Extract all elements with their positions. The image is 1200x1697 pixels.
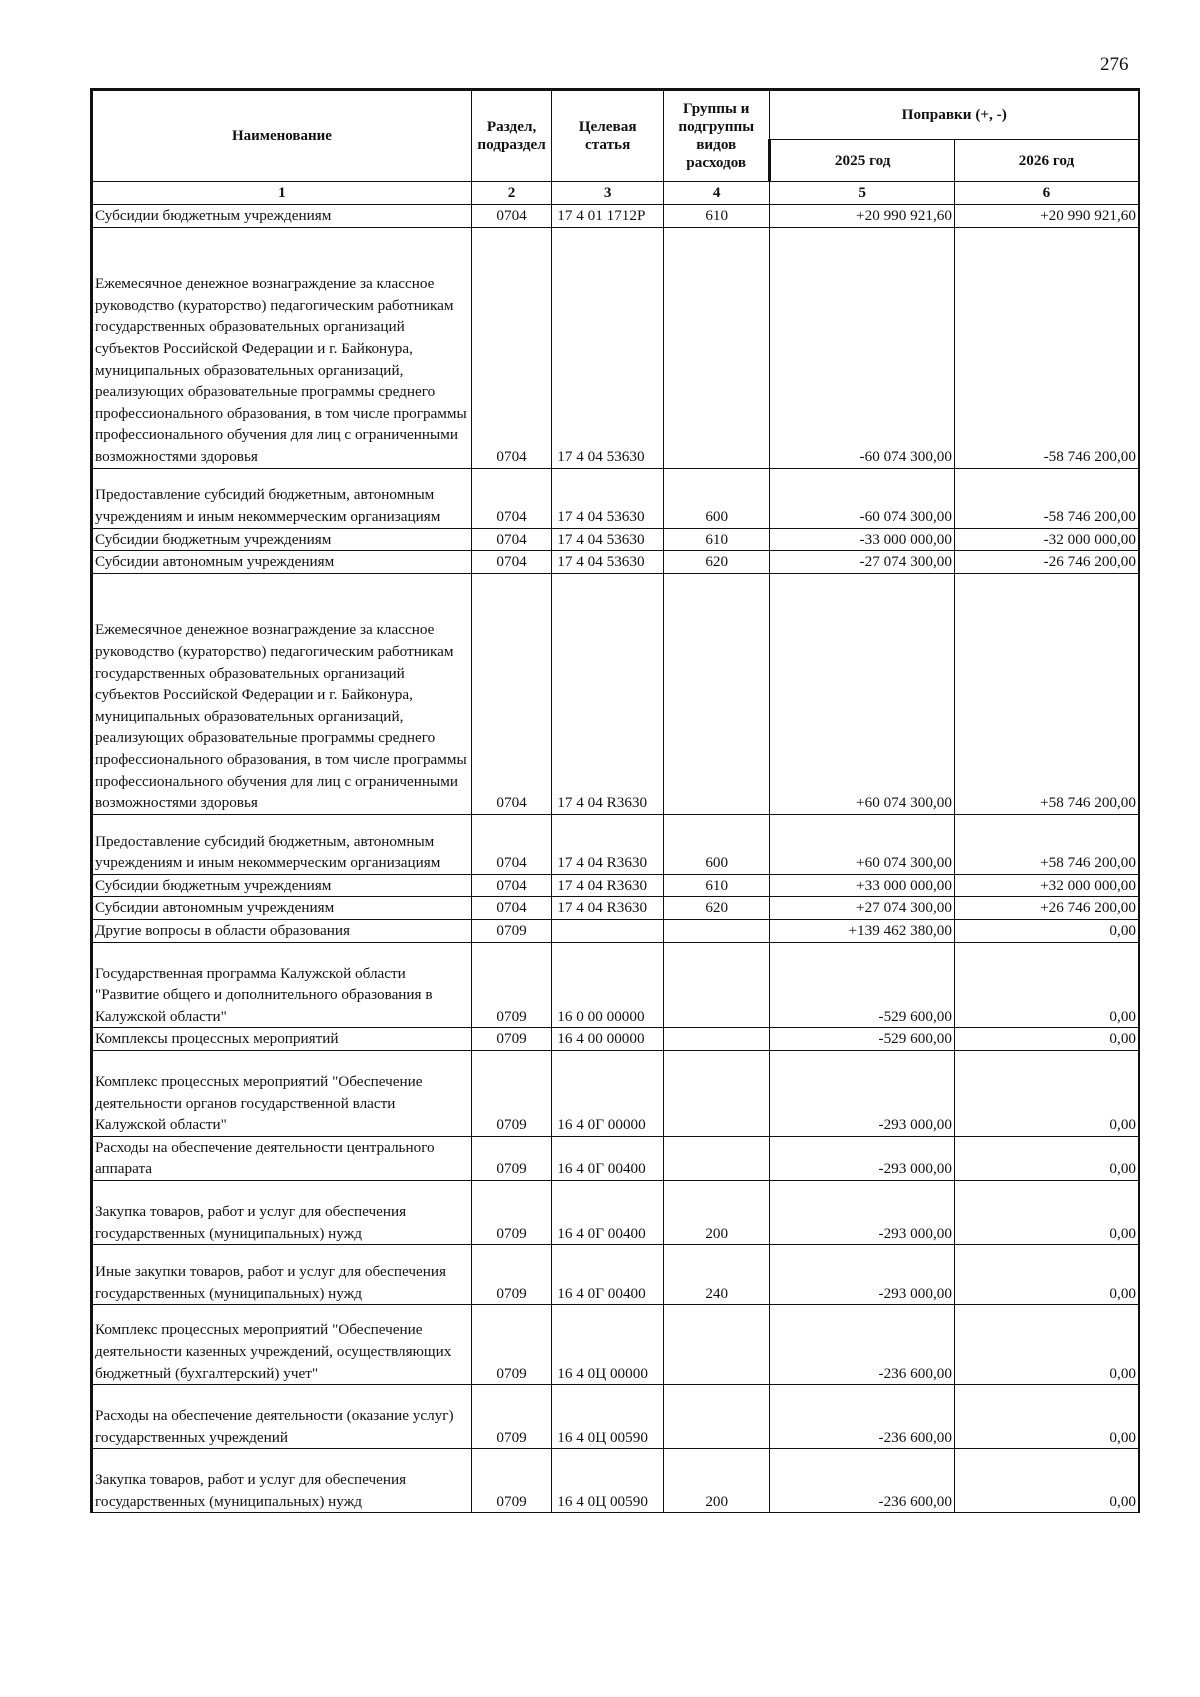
row-group: 200	[664, 1180, 770, 1244]
row-amount-2025: +20 990 921,60	[770, 205, 955, 228]
row-group	[664, 1385, 770, 1449]
table-row	[92, 942, 1140, 1028]
row-name: Расходы на обеспечение деятельности (оказание услуг) государственных учреждений	[92, 1385, 472, 1449]
row-section: 0704	[471, 814, 551, 874]
row-section: 0709	[471, 1245, 551, 1305]
row-name: Расходы на обеспечение деятельности центрального аппарата	[92, 1136, 472, 1180]
table-row	[92, 1305, 1140, 1385]
row-amount-2025: -27 074 300,00	[770, 551, 955, 574]
row-section: 0709	[471, 1180, 551, 1244]
row-amount-2026: +26 746 200,00	[954, 897, 1139, 920]
row-amount-2025: -293 000,00	[770, 1180, 955, 1244]
table-row	[92, 1245, 1140, 1305]
row-name: Субсидии бюджетным учреждениям	[92, 205, 472, 228]
row-section: 0709	[471, 919, 551, 942]
table-row	[92, 1136, 1140, 1180]
row-section: 0709	[471, 942, 551, 1028]
row-amount-2026: 0,00	[954, 1028, 1139, 1051]
row-amount-2026: 0,00	[954, 1245, 1139, 1305]
row-amount-2026: -58 746 200,00	[954, 227, 1139, 468]
row-amount-2026: 0,00	[954, 1050, 1139, 1136]
row-target: 16 0 00 00000	[552, 942, 664, 1028]
row-section: 0704	[471, 227, 551, 468]
row-target: 16 4 0Ц 00590	[552, 1449, 664, 1513]
row-section: 0709	[471, 1050, 551, 1136]
row-amount-2025: -236 600,00	[770, 1305, 955, 1385]
row-section: 0704	[471, 468, 551, 528]
row-name: Иные закупки товаров, работ и услуг для обеспечения государственных (муниципальных) нужд	[92, 1245, 472, 1305]
header-target: Целевая статья	[552, 90, 664, 182]
column-number: 3	[552, 182, 664, 205]
row-group: 610	[664, 874, 770, 897]
table-row	[92, 1180, 1140, 1244]
row-section: 0704	[471, 897, 551, 920]
row-section: 0709	[471, 1136, 551, 1180]
table-row	[92, 1385, 1140, 1449]
row-amount-2026: 0,00	[954, 1305, 1139, 1385]
row-amount-2026: +32 000 000,00	[954, 874, 1139, 897]
header-groups: Группы и подгруппы видов расходов	[664, 90, 770, 182]
row-name: Закупка товаров, работ и услуг для обеспечения государственных (муниципальных) нужд	[92, 1449, 472, 1513]
row-name: Предоставление субсидий бюджетным, автономным учреждениям и иным некоммерческим организациям	[92, 468, 472, 528]
header-year-2025: 2025 год	[770, 140, 955, 182]
row-target: 16 4 0Г 00400	[552, 1245, 664, 1305]
row-group: 600	[664, 468, 770, 528]
row-amount-2025: -236 600,00	[770, 1449, 955, 1513]
row-section: 0709	[471, 1305, 551, 1385]
table-row	[92, 897, 1140, 920]
page-number: 276	[1100, 54, 1129, 75]
budget-table	[90, 88, 1140, 1513]
table-row	[92, 919, 1140, 942]
row-name: Субсидии автономным учреждениям	[92, 897, 472, 920]
row-group	[664, 573, 770, 814]
row-name: Комплекс процессных мероприятий "Обеспечение деятельности казенных учреждений, осуществляющих бюджетный (бухгалтерский) учет"	[92, 1305, 472, 1385]
row-group	[664, 1136, 770, 1180]
row-amount-2025: +60 074 300,00	[770, 814, 955, 874]
row-target: 17 4 04 53630	[552, 528, 664, 551]
column-number: 6	[954, 182, 1139, 205]
header-name: Наименование	[92, 90, 472, 182]
row-amount-2026: -32 000 000,00	[954, 528, 1139, 551]
row-group: 620	[664, 897, 770, 920]
row-amount-2026: 0,00	[954, 919, 1139, 942]
row-target: 16 4 0Ц 00000	[552, 1305, 664, 1385]
row-amount-2025: -293 000,00	[770, 1050, 955, 1136]
row-name: Субсидии бюджетным учреждениям	[92, 528, 472, 551]
row-group: 600	[664, 814, 770, 874]
table-row	[92, 468, 1140, 528]
row-amount-2025: -60 074 300,00	[770, 227, 955, 468]
row-group	[664, 1028, 770, 1051]
table-row	[92, 573, 1140, 814]
row-group: 610	[664, 528, 770, 551]
row-target: 16 4 00 00000	[552, 1028, 664, 1051]
row-amount-2026: 0,00	[954, 942, 1139, 1028]
row-target: 17 4 04 53630	[552, 468, 664, 528]
row-group: 200	[664, 1449, 770, 1513]
table-row	[92, 205, 1140, 228]
row-amount-2025: -236 600,00	[770, 1385, 955, 1449]
row-group	[664, 919, 770, 942]
row-group	[664, 942, 770, 1028]
row-target: 16 4 0Ц 00590	[552, 1385, 664, 1449]
row-target	[552, 919, 664, 942]
row-amount-2026: +58 746 200,00	[954, 573, 1139, 814]
header-section: Раздел, подраздел	[471, 90, 551, 182]
column-number: 1	[92, 182, 472, 205]
table-row	[92, 528, 1140, 551]
row-target: 17 4 04 R3630	[552, 573, 664, 814]
row-amount-2025: +60 074 300,00	[770, 573, 955, 814]
row-amount-2026: 0,00	[954, 1449, 1139, 1513]
table-row	[92, 1050, 1140, 1136]
row-amount-2026: -58 746 200,00	[954, 468, 1139, 528]
row-amount-2025: -529 600,00	[770, 942, 955, 1028]
row-amount-2026: 0,00	[954, 1180, 1139, 1244]
row-amount-2026: 0,00	[954, 1136, 1139, 1180]
row-amount-2025: -529 600,00	[770, 1028, 955, 1051]
column-number: 4	[664, 182, 770, 205]
row-target: 17 4 01 1712P	[552, 205, 664, 228]
row-section: 0709	[471, 1449, 551, 1513]
column-number: 2	[471, 182, 551, 205]
row-target: 16 4 0Г 00000	[552, 1050, 664, 1136]
table-row	[92, 1028, 1140, 1051]
row-amount-2025: +139 462 380,00	[770, 919, 955, 942]
row-section: 0709	[471, 1385, 551, 1449]
row-section: 0704	[471, 205, 551, 228]
row-section: 0704	[471, 528, 551, 551]
table-row	[92, 814, 1140, 874]
row-amount-2025: -60 074 300,00	[770, 468, 955, 528]
row-section: 0704	[471, 874, 551, 897]
row-target: 17 4 04 R3630	[552, 814, 664, 874]
table-body	[92, 205, 1140, 1513]
table-row	[92, 1449, 1140, 1513]
table-row	[92, 551, 1140, 574]
row-group	[664, 227, 770, 468]
row-group	[664, 1305, 770, 1385]
row-name: Субсидии бюджетным учреждениям	[92, 874, 472, 897]
row-amount-2026: 0,00	[954, 1385, 1139, 1449]
row-name: Предоставление субсидий бюджетным, автономным учреждениям и иным некоммерческим организациям	[92, 814, 472, 874]
table-row	[92, 874, 1140, 897]
row-target: 17 4 04 53630	[552, 227, 664, 468]
row-name: Ежемесячное денежное вознаграждение за классное руководство (кураторство) педагогическим работникам государственных образовательных организаций субъектов Российской Федерации и г. Байконура, муниципальных образовательных организаций, реализующих образовательные программы среднего профессионального образования, в том числе программы профессионального обучения для лиц с ограниченными возможностями здоровья	[92, 573, 472, 814]
row-section: 0709	[471, 1028, 551, 1051]
row-amount-2025: +27 074 300,00	[770, 897, 955, 920]
row-name: Комплексы процессных мероприятий	[92, 1028, 472, 1051]
column-number: 5	[770, 182, 955, 205]
row-amount-2025: -293 000,00	[770, 1245, 955, 1305]
row-section: 0704	[471, 573, 551, 814]
row-name: Другие вопросы в области образования	[92, 919, 472, 942]
row-target: 16 4 0Г 00400	[552, 1136, 664, 1180]
row-name: Комплекс процессных мероприятий "Обеспечение деятельности органов государственной власти Калужской области"	[92, 1050, 472, 1136]
row-target: 17 4 04 R3630	[552, 897, 664, 920]
header-year-2026: 2026 год	[954, 140, 1139, 182]
row-group: 620	[664, 551, 770, 574]
row-name: Государственная программа Калужской области "Развитие общего и дополнительного образования в Калужской области"	[92, 942, 472, 1028]
row-name: Субсидии автономным учреждениям	[92, 551, 472, 574]
table-row	[92, 227, 1140, 468]
row-amount-2026: +58 746 200,00	[954, 814, 1139, 874]
row-target: 16 4 0Г 00400	[552, 1180, 664, 1244]
row-amount-2025: -293 000,00	[770, 1136, 955, 1180]
row-amount-2025: -33 000 000,00	[770, 528, 955, 551]
row-group: 610	[664, 205, 770, 228]
row-group: 240	[664, 1245, 770, 1305]
row-group	[664, 1050, 770, 1136]
row-amount-2025: +33 000 000,00	[770, 874, 955, 897]
row-target: 17 4 04 R3630	[552, 874, 664, 897]
row-name: Закупка товаров, работ и услуг для обеспечения государственных (муниципальных) нужд	[92, 1180, 472, 1244]
row-target: 17 4 04 53630	[552, 551, 664, 574]
row-name: Ежемесячное денежное вознаграждение за классное руководство (кураторство) педагогическим работникам государственных образовательных организаций субъектов Российской Федерации и г. Байконура, муниципальных образовательных организаций, реализующих образовательные программы среднего профессионального образования, в том числе программы профессионального обучения для лиц с ограниченными возможностями здоровья	[92, 227, 472, 468]
header-amendments: Поправки (+, -)	[770, 90, 1139, 140]
row-section: 0704	[471, 551, 551, 574]
column-numbers-row	[92, 182, 1140, 205]
row-amount-2026: +20 990 921,60	[954, 205, 1139, 228]
row-amount-2026: -26 746 200,00	[954, 551, 1139, 574]
